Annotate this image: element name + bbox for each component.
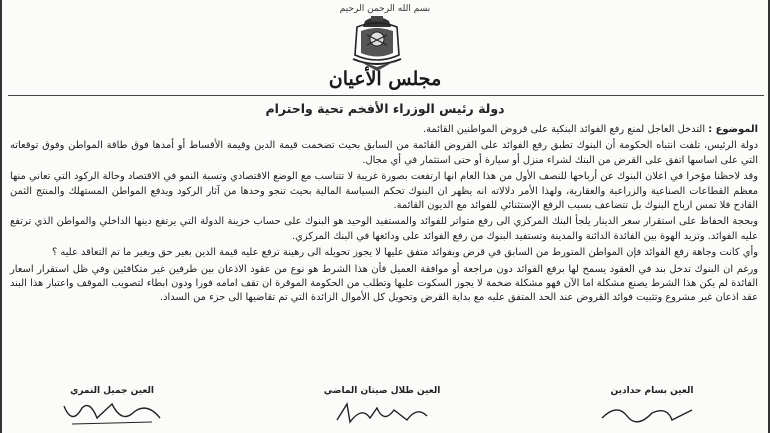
subject-line xyxy=(10,123,758,137)
header-divider xyxy=(8,95,764,96)
council-name: مجلس الأعيان xyxy=(328,68,442,90)
signatory-name: العين جميل النمري xyxy=(70,386,154,396)
signatory xyxy=(282,386,482,428)
paragraph: ورغم ان البنوك تدخل بند في العقود يسمح لها برفع الفوائد دون مراجعة أو موافقة العميل فأن هذا الشرط هو نوع من عقود الاذعان بين طرفين غير متكافئين وفي ظل استقرار اسعار الفائدة لم يكن هذا الشرط يصنع مشكلة اما الآن فهو مشكلة ضخمة لا يجوز السكوت عليها وتطلب من الحكومة الموقرة ان تقف امامه فورا ودون ابطاء لتصويب الموقف واعتبار هذا البند عقد اذعان غير مشروع وتثبيت فوائد القروض عند الحد المتفق عليه مع بداية القرض وتحويل كل الأموال الزائدة التي تم تقاضيها الى جزء من السداد. xyxy=(10,263,758,304)
salutation: دولة رئيس الوزراء الأفخم تحية واحترام xyxy=(265,101,505,116)
signatory-name: العين بسام حدادين xyxy=(610,386,694,396)
signature-block xyxy=(12,386,752,428)
subject-text: التدخل العاجل لمنع رفع الفوائد البنكية على قروض المواطنين القائمة. xyxy=(422,124,706,135)
signatory xyxy=(12,386,212,428)
subject-label: الموضوع : xyxy=(708,124,758,135)
jordan-coat-of-arms-icon xyxy=(345,15,409,71)
paragraph: وقد لاحظنا مؤخرا في اعلان البنوك عن أرباحها للنصف الأول من هذا العام انها ارتفعت بصورة غريبة لا تتناسب مع الوضع الاقتصادي وتسبة النمو في الاقتصاد وحالة الركود التي تعاني منها معظم القطاعات الصناعية والزراعية والعقارية، ولهذا الأمر دلالاته انه يظهر ان البنوك تحكم السياسة المالية بحيث تنجو وحدها من آثار الركود ويدفع المواطن المستهلك والمنتج الثمن القادح فلا تمس ارباح البنوك بل تتضاعف بسبب الرفع الإستثنائي للفوائد مع الديون القائمة. xyxy=(10,171,758,212)
signature-3-icon xyxy=(52,398,172,428)
basmala: بسم الله الرحمن الرحيم xyxy=(339,4,431,14)
paragraph: وبحجة الحفاظ على استقرار سعر الدينار يلجأ البنك المركزي الى رفع متواتر للفوائد والمستفيد الوحيد هو البنوك على حساب خزينة الدولة التي يرتفع دينها الداخلي والمواطن الذي ترتفع عليه الفوائد. وتزيد الهوة بين الفائدة الدائنة والمدينة وتستفيد البنوك من رفع الفوائد على ودائعها في البنك المركزي. xyxy=(10,216,758,242)
signatory-name: العين طلال صيتان الماضي xyxy=(323,386,441,396)
signature-1-icon xyxy=(592,398,712,428)
paragraph: وأي كانت وجاهة رفع الفوائد فإن المواطن المتورط من السابق في قرض وبفوائد متفق عليها لا يجوز تحويله الى رهينة ترفع عليه قيمة الدين بغير حق ويغير ما تم التعاقد عليه ؟ xyxy=(52,247,758,259)
signature-2-icon xyxy=(322,398,442,428)
letter-body xyxy=(10,123,758,306)
paragraph: دولة الرئيس، تلفت انتباه الحكومة أن البنوك تطبق رفع الفوائد على القروض القائمة من السابق بحيث تضخمت قيمة الدين وقيمة الأقساط أو أمدها فوق طاقة المواطن وفوق توقعاته التي على اساسها اتفق على القرض من البنك لشراء منزل أو سيارة أو حتى استثمار في أي مجال. xyxy=(10,140,758,166)
signatory xyxy=(552,386,752,428)
